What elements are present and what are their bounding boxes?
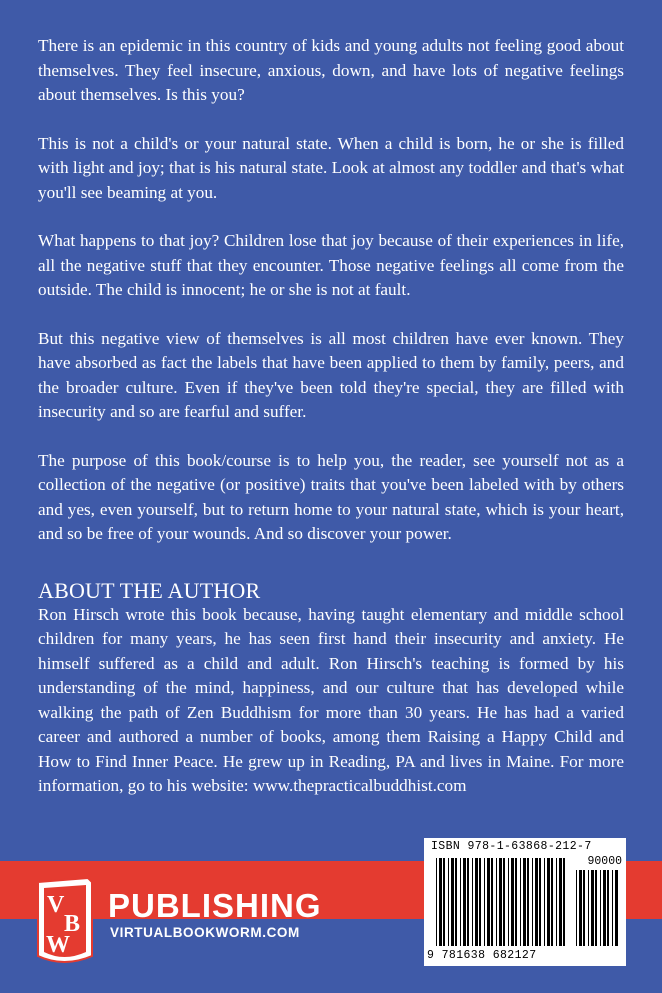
description-paragraph-3: What happens to that joy? Children lose that joy because of their experiences in life, all the negative stuff that they encounter. Those negative feelings all come from the outside. The child is innocent; he or she is not at fault. [38, 231, 624, 299]
barcode [424, 838, 626, 966]
description-paragraph-4: But this negative view of themselves is all most children have ever known. They have absorbed as fact the labels that have been applied to them by family, peers, and the broader culture. Even if they've been told they're special, they are filled with insecurity and so are fearful and suffer. [38, 328, 624, 421]
about-author-text: Ron Hirsch wrote this book because, having taught elementary and middle school children for many years, he has seen first hand their insecurity and anxiety. He himself suffered as a child and adult. Ron Hirsch's teaching is formed by his understanding of the mind, happiness, and our culture that has developed while walking the path of Zen Buddhism for more than 30 years. He has had a varied career and authored a number of books, among them Raising a Happy Child and How to Find Inner Peace. He grew up in Reading, PA and lives in Maine. For more information, go to his website: www.thepracticalbuddhist.com [38, 604, 624, 795]
publisher-logo [34, 876, 96, 972]
price-code: 90000 [587, 855, 622, 868]
description-paragraph-2: This is not a child's or your natural state. When a child is born, he or she is filled with light and joy; that is his natural state. Look at almost any toddler and that's what you'll see beaming at you. [38, 133, 624, 202]
description-paragraph-1: There is an epidemic in this country of kids and young adults not feeling good about themselves. They feel insecure, anxious, down, and have lots of negative feelings about themselves. Is this you? [38, 36, 624, 104]
isbn-label: ISBN 978-1-63868-212-7 [431, 840, 592, 853]
description-paragraph-5: The purpose of this book/course is to help you, the reader, see yourself not as a collection of the negative (or positive) traits that you've been labeled with by others and yes, even yourself, but to return home to your natural state, which is your heart, and so be free of your wounds. And so discover your power. [38, 450, 624, 543]
barcode-digits: 9 781638 682127 [427, 949, 537, 962]
back-cover-text [38, 34, 624, 799]
logo-letter-w: W [46, 932, 70, 958]
barcode-bars [430, 856, 622, 950]
about-author-heading: ABOUT THE AUTHOR [38, 577, 261, 603]
logo-letter-b: B [64, 911, 81, 937]
publisher-url: VIRTUALBOOKWORM.COM [110, 925, 300, 940]
publisher-name: PUBLISHING [108, 887, 322, 924]
logo-letter-v: V [47, 892, 65, 918]
